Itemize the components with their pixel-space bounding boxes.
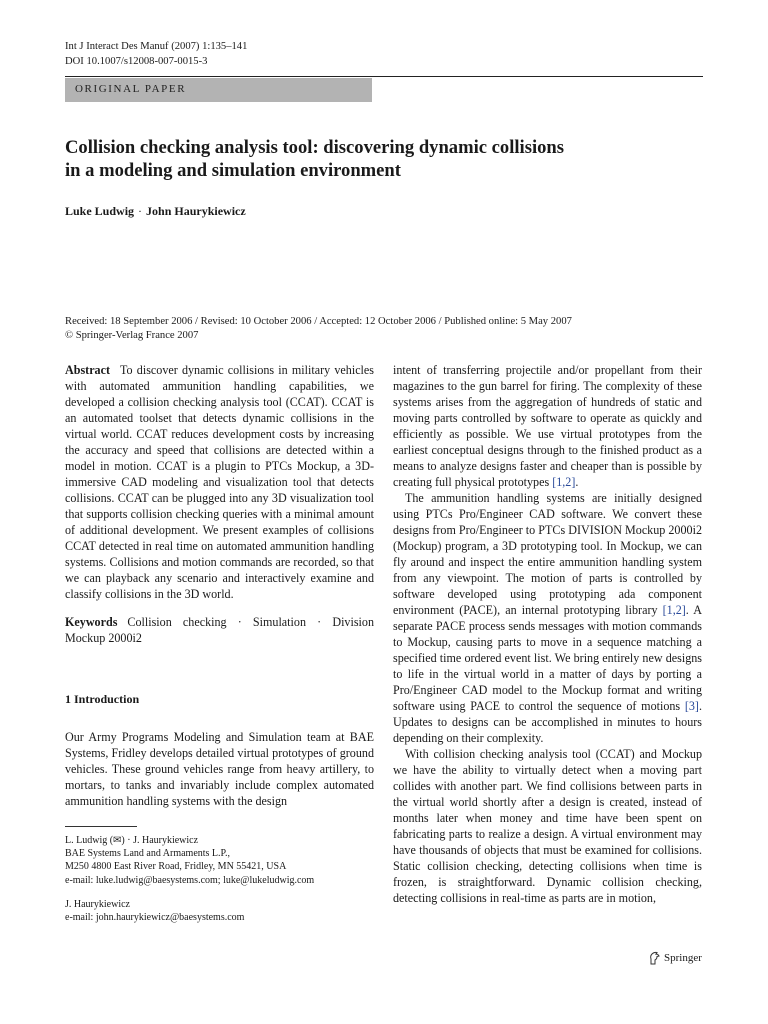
body-paragraph: With collision checking analysis tool (CCAT) and Mockup we have the ability to virtually detect when a moving part collides with another part. We find collisions between parts in the virtual world shortly after a design is created, instead of months later when money and time have been spent on fabricating parts to realize a design. A virtual environment may have thousands of objects that must be examined for collisions. Static collision checking, detecting collisions when time is frozen, is straightforward. Dynamic collision checking, detecting collisions in real-time as parts are in motion, <box>393 747 702 905</box>
paragraph-text: . A separate PACE process sends messages with motion commands to Mockup, causing parts to move in a sequence matching a specified time ordered event list. We bring entirely new designs to life in the virtual world in a matter of days by porting a Pro/Engineer CAD model to the Mockup format and writing software using PACE to control the sequence of motions <box>393 603 702 713</box>
author-name: Luke Ludwig <box>65 204 135 218</box>
title-line-1: Collision checking analysis tool: discovering dynamic collisions <box>65 137 564 158</box>
body-paragraph <box>393 362 702 490</box>
keywords-label: Keywords <box>65 615 118 629</box>
header-divider <box>65 76 703 77</box>
footnote-divider <box>65 826 137 827</box>
paragraph-text: The ammunition handling systems are initially designed using PTCs Pro/Engineer CAD software. We convert these designs from Pro/Engineer to PTCs DIVISION Mockup 2000i2 (Mockup) program, a 3D prototyping tool. In Mockup, we can fly around and inspect the entire ammunition handling system from any viewpoint. The motion of parts is controlled by software developed using prototyping ada component environment (PACE), an internal prototyping library <box>393 491 702 617</box>
paragraph-text: . Updates to designs can be accomplished in minutes to hours depending on their complexity. <box>393 699 702 745</box>
publisher-logo <box>648 951 702 965</box>
journal-doi: DOI 10.1007/s12008-007-0015-3 <box>65 56 208 67</box>
footnote-line: J. Haurykiewicz <box>65 899 130 910</box>
copyright-notice: © Springer-Verlag France 2007 <box>65 330 199 341</box>
keywords-paragraph <box>65 614 374 646</box>
footnote-line: e-mail: luke.ludwig@baesystems.com; luke@lukeludwig.com <box>65 874 315 886</box>
keywords-text: Collision checking · Simulation · Division Mockup 2000i2 <box>65 615 374 645</box>
section-heading: 1 Introduction <box>65 692 140 706</box>
body-paragraph <box>393 490 702 746</box>
citation-link[interactable]: [1,2] <box>662 603 686 617</box>
paper-type-label: ORIGINAL PAPER <box>75 83 187 95</box>
left-column <box>65 362 374 809</box>
footnote-line: e-mail: john.haurykiewicz@baesystems.com <box>65 912 245 924</box>
publisher-name: Springer <box>664 952 702 964</box>
body-paragraph: Our Army Programs Modeling and Simulation team at BAE Systems, Fridley develops detailed virtual prototypes of ground vehicles. These ground vehicles range from heavy artillery, to mortars, to tanks and invariably include complex automated ammunition handling systems with the design <box>65 730 374 808</box>
publication-dates: Received: 18 September 2006 / Revised: 10 October 2006 / Accepted: 12 October 2006 / Published online: 5 May 2007 <box>65 316 572 327</box>
abstract-paragraph <box>65 362 374 602</box>
footnote-line: BAE Systems Land and Armaments L.P., <box>65 848 230 860</box>
footnote-line: L. Ludwig (✉) · J. Haurykiewicz <box>65 835 199 846</box>
journal-citation: Int J Interact Des Manuf (2007) 1:135–141 <box>65 41 248 52</box>
right-column <box>393 362 702 906</box>
springer-horse-icon <box>648 951 661 965</box>
author-separator: · <box>138 204 143 218</box>
citation-link[interactable]: [1,2] <box>552 475 576 489</box>
abstract-label: Abstract <box>65 363 111 377</box>
author-list <box>65 204 246 219</box>
paper-title <box>65 136 685 182</box>
second-author-footnote <box>65 898 385 924</box>
title-line-2: in a modeling and simulation environment <box>65 160 401 181</box>
footnote-line: M250 4800 East River Road, Fridley, MN 55421, USA <box>65 861 287 873</box>
paragraph-text: intent of transferring projectile and/or propellant from their magazines to the gun barrel for firing. The complexity of these systems arises from the aggregation of hundreds of static and moving parts controlled by software to operate as quickly and efficiently as possible. We use virtual prototypes from the earliest conceptual designs through to the finished product as a means to analyze designs faster and cheaper than is possible by creating full physical prototypes <box>393 363 702 489</box>
citation-link[interactable]: [3] <box>684 699 699 713</box>
paper-type-banner <box>65 78 372 102</box>
abstract-text: To discover dynamic collisions in military vehicles with automated ammunition handling capabilities, we developed a collision checking analysis tool (CCAT). CCAT is an automated toolset that detects dynamic collisions in the virtual world. CCAT reduces development costs by increasing the accuracy and speed that collisions are detected within a model in motion. CCAT is a plugin to PTCs Mockup, a 3D-immersive CAD modeling and visualization tool that detects collisions. CCAT can be plugged into any 3D visualization tool that supports collision checking queries with a minimal amount of additional development. We present examples of collisions CCAT detected in real time on automated ammunition handling systems. Collisions and motion commands are recorded, so that we can playback any scenario and interactively examine and classify collisions in the 3D world. <box>65 363 374 601</box>
author-affiliation-footnote <box>65 834 385 887</box>
author-name: John Haurykiewicz <box>146 204 246 218</box>
paragraph-text: . <box>575 475 579 489</box>
